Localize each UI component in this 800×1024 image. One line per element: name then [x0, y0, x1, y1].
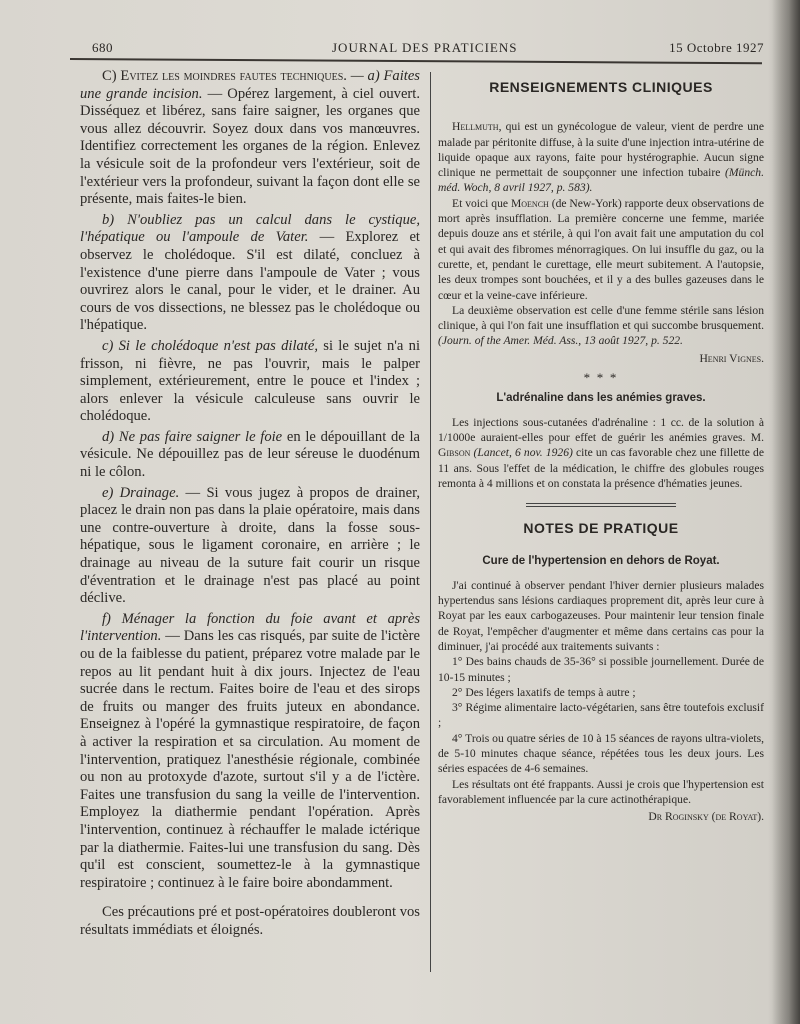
section-separator-stars: * * *: [583, 370, 619, 386]
issue-date: 15 Octobre 1927: [669, 40, 764, 55]
paragraph-hellmuth: Hellmuth, qui est un gynécologue de valeur, vient de perdre une malade par péritonite diffuse, à la suite d'une injection intra-utérine de liquide opaque aux rayons, faite pour hystérographie. Aucun signe clinique ne permettait de soupçonner une infection tubaire (Münch. méd. Woch, 8 avril 1927, p. 583).: [438, 120, 764, 195]
page-number: 680: [92, 40, 113, 55]
paragraph-e: e) Drainage. — Si vous jugez à propos de drainer, placez le drain non pas dans la plaie opératoire, mais dans une contre-ouverture à droite, dans la fosse sous-hépatique, sous le ligament coronaire, en arrière ; le drainage au niveau de la suture fait courir un risque d'éventration et le drainage n'est pas placé au point déclive.: [80, 484, 420, 607]
paragraph-c-choledoque: c) Si le cholédoque n'est pas dilaté, si le sujet n'a ni frisson, ni fièvre, ne pas l'ouvrir, mais le palper simplement, extérieurement, entre le pouce et l'index ; alors enlever la vésicule calculeuse sans ouvrir le cholédoque.: [80, 337, 420, 425]
paragraph-f: f) Ménager la fonction du foie avant et après l'intervention. — Dans les cas risqués, par suite de l'ictère ou de la faiblesse du patient, préparez votre malade par le repos au lit pendant huit à dix jours. Injectez de l'eau sucrée dans le rectum. Faites boire de l'eau et des sirops de fruits ou manger des fruits juteux en abondance. Enseignez à l'opéré la gymnastique respiratoire, de façon à activer la respiration et sa circulation. Au moment de l'intervention, pratiquez l'anesthésie régionale, combinée ou non au protoxyde d'azote, surtout s'il y a de l'ictère. Faites une transfusion du sang la veille de l'intervention. Employez la diathermie pendant l'opération. Après l'intervention, continuez à réchauffer le malade ictérique par la diathermie. Faites-lui une transfusion du sang. Dès qu'il est conscient, soumettez-le à la gymnastique respiratoire ; continuez à le faire boire abondamment.: [80, 610, 420, 891]
paragraph-hypertension: J'ai continué à observer pendant l'hiver dernier plusieurs malades hypertendus sans lésions cardiaques proprement dit, après leur cure à Royat par les eaux carbogazeuses. Pour maintenir leur tension finale de Royat, l'empêcher d'augmenter et même dans certains cas pour la diminuer, j'ai procédé aux traitements suivants :: [438, 578, 764, 653]
list-item: 2° Des légers laxatifs de temps à autre ;: [452, 685, 636, 699]
subtitle-adrenaline: L'adrénaline dans les anémies graves.: [496, 392, 706, 405]
header-rule: [70, 58, 762, 64]
list-item: 1° Des bains chauds de 35-36° si possible journellement. Durée de 10-15 minutes ;: [438, 655, 764, 684]
journal-title: JOURNAL DES PRATICIENS: [332, 40, 518, 55]
paragraph-second-observation: La deuxième observation est celle d'une femme stérile sans lésion clinique, à qui l'on fait une insufflation et qui succombe brusquement. (Journ. of the Amer. Méd. Ass., 13 août 1927, p. 522.: [438, 303, 764, 348]
paragraph-c: C) Evitez les moindres fautes techniques. — a) Faites une grande incision. — Opérez largement, à ciel ouvert. Disséquez et libérez, sans faire saigner, les organes que vous allez découvrir. Soyez doux dans vos manœuvres. Identifiez correctement les organes de la région. Enlevez la vésicule soit de la profondeur vers l'extérieur, soit de l'extérieur vers la profondeur, suivant la façon dont elle se présente, mais faites-le bien.: [80, 68, 420, 208]
paragraph-b: b) N'oubliez pas un calcul dans le cystique, l'hépatique ou l'ampoule de Vater. — Explorez et observez le cholédoque. S'il est dilaté, concluez à l'existence d'une pierre dans l'ampoule de Vater ; vous ouvrirez alors le canal, pour le vider, et le drainer. Au cours de vos dissections, ne blessez pas le cholédoque ou l'hépatique.: [80, 211, 420, 334]
paragraph-conclusion: Ces précautions pré et post-opératoires doubleront vos résultats immédiats et éloignés.: [80, 904, 420, 938]
right-column: [438, 80, 764, 824]
paragraph-results: Les résultats ont été frappants. Aussi je crois que l'hypertension est favorablement influencée par la cure actinothérapique.: [438, 777, 764, 806]
column-divider: [430, 72, 431, 972]
paragraph-moench: Et voici que Moench (de New-York) rapporte deux observations de mort après insufflation. La première concerne une femme, mariée depuis douze ans et stérile, à qui l'on avait fait une amputation du col et qui avait des fibromes ménorragiques. On lui insuffle du gaz, ou la curette, et, pendant le curettage, elle meurt subitement. A l'autopsie, les deux trompes sont bouchées, et il y a des bulles gazeuses dans le cœur et la veine-cave inférieure.: [438, 196, 765, 302]
subtitle-hypertension: Cure de l'hypertension en dehors de Royat.: [482, 555, 720, 568]
double-rule-divider: [526, 503, 676, 507]
section-title-notes: NOTES DE PRATIQUE: [523, 520, 679, 537]
list-item: 4° Trois ou quatre séries de 10 à 15 séances de rayons ultra-violets, de 5-10 minutes chaque séance, répétées tous les deux jours. Les séries espacées de 4-6 semaines.: [438, 731, 764, 776]
paragraph-adrenaline: Les injections sous-cutanées d'adrénaline : 1 cc. de la solution à 1/1000e auraient-elles pour effet de guérir les anémies graves. M. Gibson (Lancet, 6 nov. 1926) cite un cas favorable chez une fillette de 11 ans. Sous l'effet de la médication, le chiffre des globules rouges remonta à 4 millions et on constata la présence d'hématies jeunes.: [438, 415, 764, 490]
page-edge-shadow: [772, 0, 800, 1024]
author-signature-roginsky: Dr Roginsky (de Royat).: [648, 810, 764, 824]
paragraph-d: d) Ne pas faire saigner le foie en le dépouillant de la vésicule. Ne dépouillez pas de leur séreuse le duodénum ni le côlon.: [80, 428, 421, 481]
author-signature-vignes: Henri Vignes.: [699, 351, 764, 365]
page-header: [92, 38, 764, 58]
treatment-list: [438, 654, 764, 776]
list-item: 3° Régime alimentaire lacto-végétarien, sans être toutefois exclusif ;: [438, 701, 764, 730]
left-column: [80, 68, 420, 943]
section-title-renseignements: RENSEIGNEMENTS CLINIQUES: [489, 79, 713, 95]
